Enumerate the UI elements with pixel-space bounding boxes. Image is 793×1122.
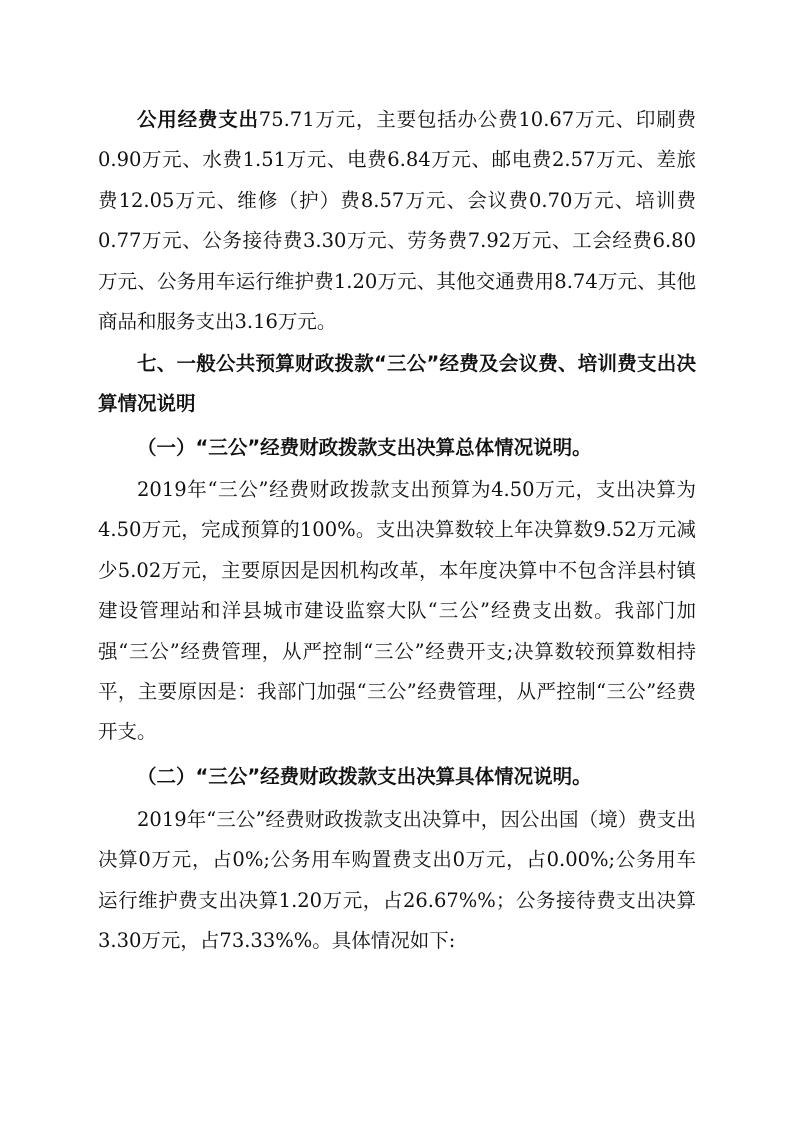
subsection-heading-one: （一）“三公”经费财政拨款支出决算总体情况说明。 <box>137 436 592 459</box>
subsection-heading-two: （二）“三公”经费财政拨款支出决算具体情况说明。 <box>137 765 592 788</box>
paragraph-text: 75.71万元，主要包括办公费10.67万元、印刷费0.90万元、水费1.51万元、电费6.84万元、邮电费2.57万元、差旅费12.05万元、维修（护）费8.57万元、会议费0.70万元、培训费0.77万元、公务接待费3.30万元、劳务费7.92万元、工会经费6.80万元、公务用车运行维护费1.20万元、其他交通费用8.74万元、其他商品和服务支出3.16万元。 <box>98 108 696 334</box>
paragraph-public-expenses <box>98 100 696 342</box>
paragraph-overall: 2019年“三公”经费财政拨款支出预算为4.50万元，支出决算为4.50万元，完成预算的100%。支出决算数较上年决算数9.52万元减少5.02万元，主要原因是因机构改革，本年度决算中不包含洋县村镇建设管理站和洋县城市建设监察大队“三公”经费支出数。我部门加强“三公”经费管理，从严控制“三公”经费开支;决算数较预算数相持平，主要原因是：我部门加强“三公”经费管理，从严控制“三公”经费开支。 <box>98 478 696 744</box>
section-heading-seven: 七、一般公共预算财政拨款“三公”经费及会议费、培训费支出决算情况说明 <box>98 352 696 416</box>
paragraph-details: 2019年“三公”经费财政拨款支出决算中，因公出国（境）费支出决算0万元，占0%;公务用车购置费支出0万元，占0.00%;公务用车运行维护费支出决算1.20万元，占26.67%%；公务接待费支出决算3.30万元，占73.33%%。具体情况如下: <box>98 808 696 953</box>
paragraph-lead: 公用经费支出 <box>137 108 259 131</box>
